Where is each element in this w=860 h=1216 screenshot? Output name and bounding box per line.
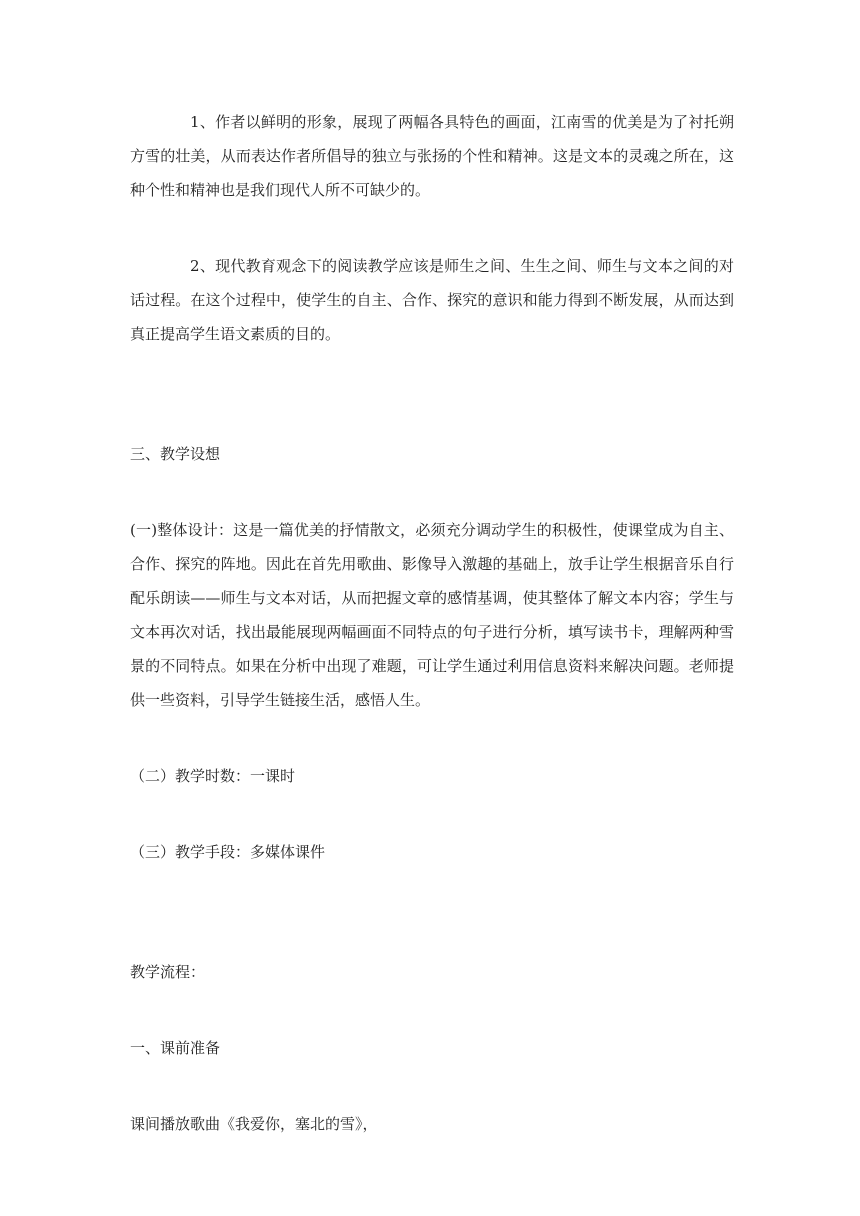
section-heading-preparation: 一、课前准备: [130, 1039, 221, 1057]
paragraph-teaching-means: （三）教学手段：多媒体课件: [130, 843, 326, 861]
section-heading-process: 教学流程：: [130, 963, 206, 981]
spacer: [130, 351, 734, 437]
section-heading-teaching-concept: 三、教学设想: [130, 445, 221, 463]
paragraph-overall-design: (一)整体设计：这是一篇优美的抒情散文，必须充分调动学生的积极性，使课堂成为自主、合作、探究的阵地。因此在首先用歌曲、影像导入激趣的基础上，放手让学生根据音乐自行配乐朗读——师生与文本对话，从而把握文章的感情基调，使其整体了解文本内容；学生与文本再次对话，找出最能展现两幅画面不同特点的句子进行分析，填写读书卡，理解两种雪景的不同特点。如果在分析中出现了难题，可让学生通过利用信息资料来解决问题。老师提供一些资料，引导学生链接生活，感悟人生。: [130, 521, 734, 709]
spacer: [130, 207, 734, 249]
spacer: [130, 1065, 734, 1107]
spacer: [130, 717, 734, 759]
paragraph-2: 2、现代教育观念下的阅读教学应该是师生之间、生生之间、师生与文本之间的对话过程。在这个过程中，使学生的自主、合作、探究的意识和能力得到不断发展，从而达到真正提高学生语文素质的目的。: [130, 257, 734, 343]
spacer: [130, 869, 734, 955]
spacer: [130, 471, 734, 513]
paragraph-1: 1、作者以鲜明的形象，展现了两幅各具特色的画面，江南雪的优美是为了衬托朔方雪的壮美，从而表达作者所倡导的独立与张扬的个性和精神。这是文本的灵魂之所在，这种个性和精神也是我们现代人所不可缺少的。: [130, 113, 734, 199]
spacer: [130, 989, 734, 1031]
paragraph-teaching-hours: （二）教学时数：一课时: [130, 767, 296, 785]
paragraph-preparation: 课间播放歌曲《我爱你，塞北的雪》，: [130, 1115, 378, 1133]
document-page: [130, 105, 734, 1141]
spacer: [130, 793, 734, 835]
